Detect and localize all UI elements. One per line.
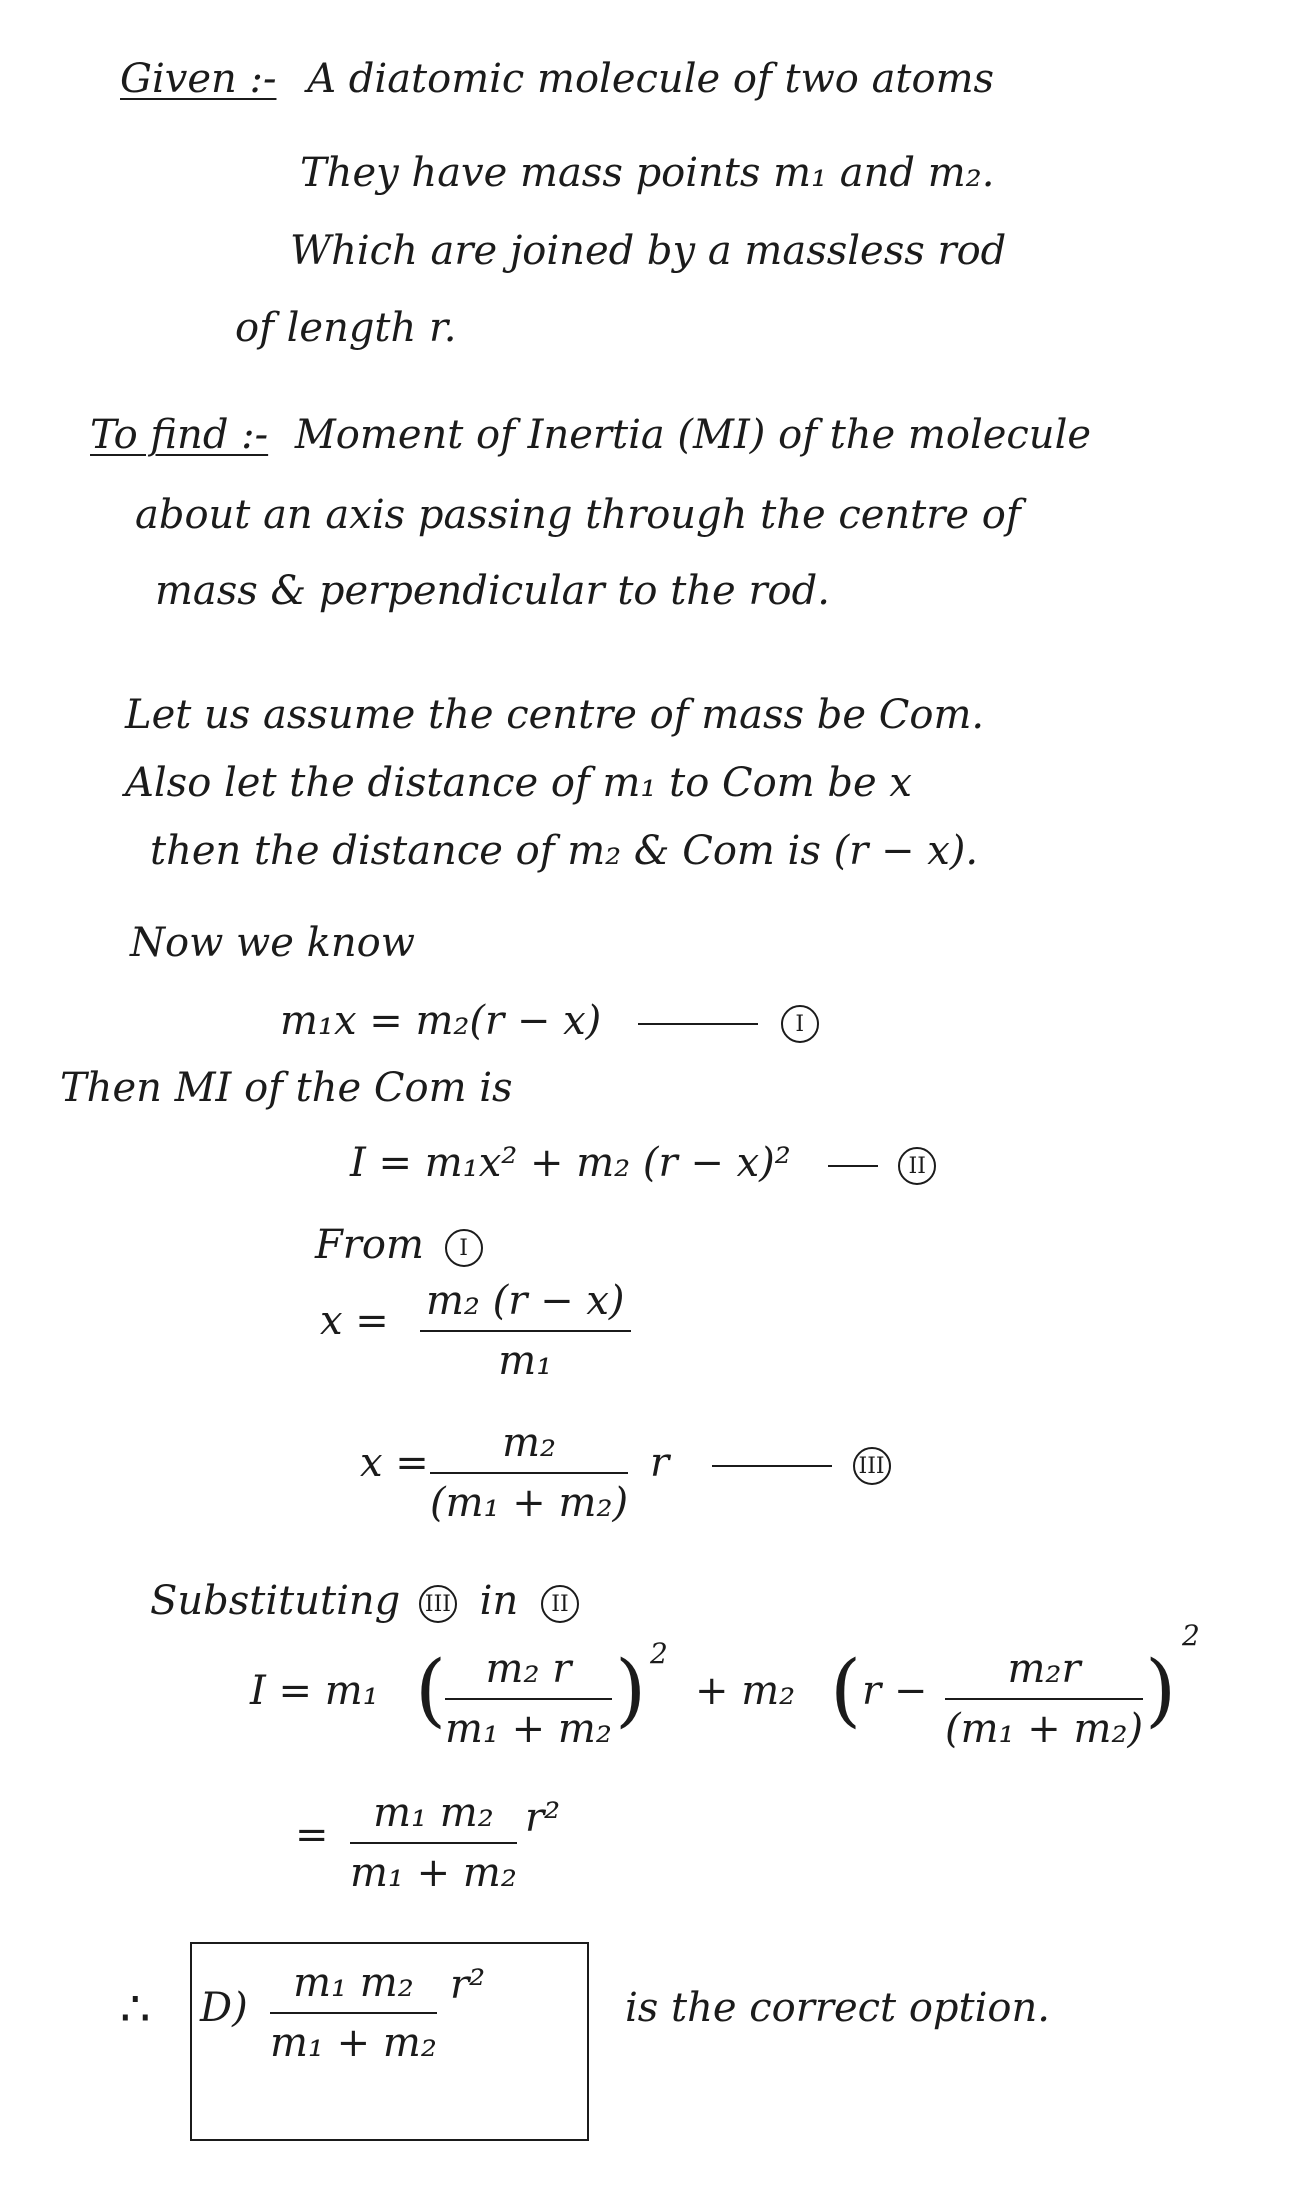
equation-3-tag: III [853,1447,891,1485]
given-text-1: A diatomic molecule of two atoms [307,56,995,102]
x-equals-2: x = [360,1440,429,1486]
sub-fraction-1-denominator: m₁ + m₂ [445,1706,612,1752]
sub-r-minus: r − [862,1668,928,1714]
sub-paren-close-2: ) [1145,1643,1177,1736]
to-find-line-1 [90,412,1091,458]
to-find-text-1: Moment of Inertia (MI) of the molecule [294,412,1092,458]
equation-3-leader [712,1465,832,1467]
x-fraction-1 [420,1278,631,1384]
sub-paren-open-1: ( [415,1643,447,1736]
sub-paren-open-2: ( [830,1643,862,1736]
x-fraction-2-r: r [650,1440,670,1486]
equation-1-leader [638,1023,758,1025]
answer-option: D) [200,1985,248,2031]
assume-line-1: Let us assume the centre of mass be Com. [125,692,985,738]
equation-2-leader [828,1165,878,1167]
from-tag: I [445,1229,483,1267]
equation-2-tag: II [898,1147,936,1185]
answer-numerator: m₁ m₂ [270,1960,437,2014]
sub-exp-1: 2 [650,1637,668,1670]
sub-fraction-1-numerator: m₂ r [445,1646,612,1700]
answer-denominator: m₁ + m₂ [270,2020,437,2066]
substituting-tag-a: III [419,1585,457,1623]
therefore-symbol: ∴ [120,1981,151,2037]
sub-lhs: I = m₁ [250,1668,379,1714]
answer-fraction [270,1960,437,2066]
assume-line-3: then the distance of m₂ & Com is (r − x). [150,828,979,874]
to-find-label: To find :- [90,412,269,458]
x-equals-1: x = [320,1298,389,1344]
equation-2-text: I = m₁x² + m₂ (r − x)² [350,1140,791,1186]
x-fraction-1-denominator: m₁ [498,1338,553,1384]
substituting-line [150,1578,579,1624]
given-line-1 [120,56,994,102]
x-fraction-2-numerator: m₂ [430,1420,628,1474]
equation-1-text: m₁x = m₂(r − x) [280,998,602,1044]
result-r-squared: r² [525,1795,561,1841]
result-denominator: m₁ + m₂ [350,1850,517,1896]
to-find-line-2: about an axis passing through the centre of [135,492,1021,538]
sub-fraction-1 [445,1646,612,1752]
assume-line-2: Also let the distance of m₁ to Com be x [125,760,912,806]
sub-fraction-2-numerator: m₂r [945,1646,1143,1700]
substituting-in: in [479,1578,519,1624]
substituting-tag-b: II [541,1585,579,1623]
result-equals: = [295,1812,329,1858]
sub-fraction-2 [945,1646,1143,1752]
then-mi-line: Then MI of the Com is [60,1065,513,1111]
sub-fraction-2-denominator: (m₁ + m₂) [945,1706,1144,1752]
sub-mid: + m₂ [695,1668,796,1714]
given-line-2: They have mass points m₁ and m₂. [300,150,995,196]
x-fraction-1-numerator: m₂ (r − x) [420,1278,631,1332]
equation-2 [350,1140,936,1186]
substituting-label: Substituting [150,1578,401,1624]
given-line-4: of length r. [235,305,457,351]
answer-r-squared: r² [450,1962,486,2008]
from-label: From [315,1222,424,1268]
sub-paren-close-1: ) [615,1643,647,1736]
given-line-3: Which are joined by a massless rod [290,228,1007,274]
sub-exp-2: 2 [1182,1619,1200,1652]
equation-3-tail [650,1440,891,1486]
result-numerator: m₁ m₂ [350,1790,517,1844]
given-label: Given :- [120,56,277,102]
result-fraction [350,1790,517,1896]
answer-tail: is the correct option. [625,1985,1050,2031]
equation-1-tag: I [781,1005,819,1043]
equation-1 [280,998,819,1044]
x-fraction-2 [430,1420,628,1526]
from-line [315,1222,483,1268]
to-find-line-3: mass & perpendicular to the rod. [155,568,830,614]
now-we-know: Now we know [130,920,415,966]
x-fraction-2-denominator: (m₁ + m₂) [430,1480,629,1526]
